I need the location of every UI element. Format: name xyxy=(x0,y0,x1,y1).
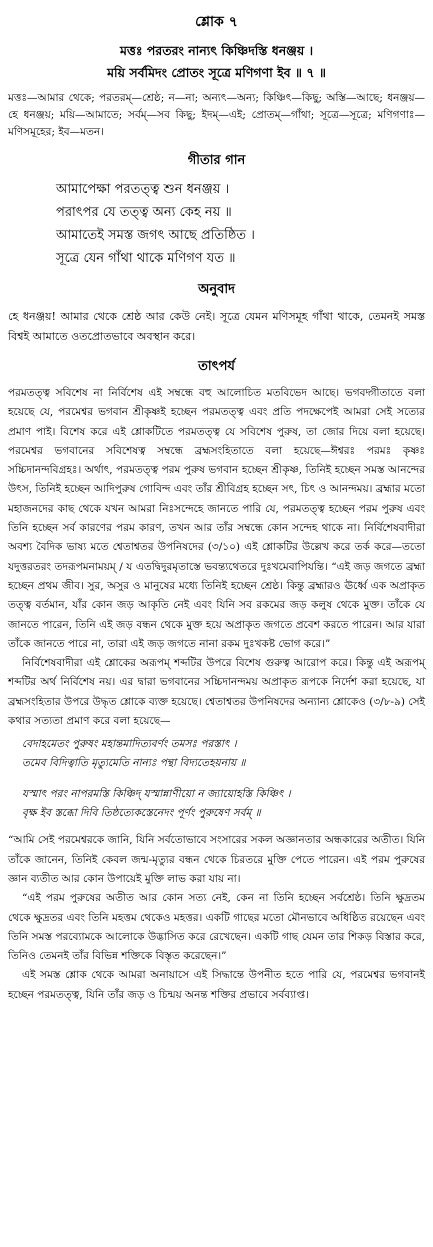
song-line: আমাপেক্ষা পরতত্ত্ব শুন ধনঞ্জয় । xyxy=(56,182,230,197)
quote-line: বেদাহমেতং পুরুষং মহান্তমাদিত্যবর্ণং তমসঃ পরস্তাৎ । xyxy=(22,738,237,751)
upanishad-quote xyxy=(8,735,425,773)
purport-paragraph: নির্বিশেষবাদীরা এই শ্লোকের অরূপম্ শব্দটির উপরে বিশেষ গুরুত্ব আরোপ করে। কিন্তু এই অরূপম্ শব্দটির অর্থ নির্বিশেষ নয়। এর দ্বারা ভগবানের সচ্চিদানন্দময় অপ্রাকৃত রূপকে নির্দেশ করা হয়েছে, যা ব্রহ্মসংহিতার উপরে উদ্ধৃত শ্লোকে ব্যক্ত হয়েছে। শ্বেতাশ্বতর উপনিষদের অন্যান্য শ্লোকেও (৩/৮-৯) সেই কথার সত্যতা প্রমাণ করে বলা হয়েছে— xyxy=(8,657,425,728)
purport-body xyxy=(8,384,425,1005)
song-lines xyxy=(8,178,425,270)
song-line: পরাৎপর যে তত্ত্ব অন্য কেহ নয় ॥ xyxy=(56,205,232,220)
upanishad-quote xyxy=(8,785,425,823)
translation-heading: অনুবাদ xyxy=(198,282,235,297)
song-line: সূত্রে যেন গাঁথা থাকে মণিগণ যত ॥ xyxy=(56,251,236,266)
purport-paragraph: “আমি সেই পরমেশ্বরকে জানি, যিনি সর্বতোভাবে সংসারের সকল অজ্ঞানতার অন্ধকারের অতীত। যিনি তাঁকে জানেন, তিনিই কেবল জন্ম-মৃত্যুর বন্ধন থেকে চিরতরে মুক্তি পেতে পারেন। এই পরম পুরুষের জ্ঞান ব্যতীত আর কোন উপায়েই মুক্তি লাভ করা যায় না। xyxy=(8,834,425,885)
quote-line: তমেব বিদিত্বাতি মৃত্যুমেতি নান্যঃ পন্থা বিদ্যতেহয়নায় ॥ xyxy=(22,757,246,770)
purport-heading: তাৎপর্য xyxy=(198,359,235,374)
song-line: আমাতেই সমস্ত জগৎ আছে প্রতিষ্ঠিত । xyxy=(56,228,255,243)
sanskrit-verse xyxy=(8,40,425,84)
song-heading: গীতার গান xyxy=(187,153,246,168)
purport-paragraph: এই সমস্ত শ্লোক থেকে আমরা অনায়াসে এই সিদ্ধান্তে উপনীত হতে পারি যে, পরমেশ্বর ভগবানই হচ্ছেন পরমতত্ত্ব, যিনি তাঁর জড় ও চিন্ময় অনন্ত শক্তির প্রভাবে সর্বব্যাপ্ত। xyxy=(8,969,425,1001)
quote-line: বৃক্ষ ইব স্তব্ধো দিবি তিষ্ঠত্যেকস্তেনেদং পূর্ণং পুরুষেণ সর্বম্ ॥ xyxy=(22,807,261,820)
verse-number: শ্লোক ৭ xyxy=(195,14,238,30)
quote-line: যস্মাৎ পরং নাপরমস্তি কিঞ্চিদ্ যস্মান্নাণীয়ো ন জ্যায়োহস্তি কিঞ্চিৎ । xyxy=(22,788,291,801)
sanskrit-line: ময়ি সর্বমিদং প্রোতং সূত্রে মণিগণা ইব ॥ ৭ ॥ xyxy=(107,65,326,80)
purport-paragraph: পরমতত্ত্ব সবিশেষ না নির্বিশেষ এই সম্বন্ধে বহু আলোচিত মতবিভেদ আছে। ভগবদ্গীতাতে বলা হয়েছে যে, পরমেশ্বর ভগবান শ্রীকৃষ্ণই হচ্ছেন পরমতত্ত্ব এবং প্রতি পদক্ষেপেই আমরা সেই সত্যের প্রমাণ পাই। বিশেষ করে এই শ্লোকটিতে পরমতত্ত্ব যে সবিশেষ পুরুষ, তা জোর দিয়ে বলা হয়েছে। পরমেশ্বর ভগবানের সবিশেষত্ব সম্বন্ধে ব্রহ্মসংহিতাতে বলা হয়েছে—ঈশ্বরঃ পরমঃ কৃষ্ণঃ সচ্চিদানন্দবিগ্রহঃ। অর্থাৎ, পরমতত্ত্ব পরম পুরুষ ভগবান হচ্ছেন শ্রীকৃষ্ণ, তিনিই হচ্ছেন সমস্ত আনন্দের উৎস, তিনিই হচ্ছেন আদিপুরুষ গোবিন্দ এবং তাঁর শ্রীবিগ্রহ হচ্ছেন সৎ, চিৎ ও আনন্দময়। ব্রহ্মার মতো মহাজনদের কাছ থেকে যখন আমরা নিঃসন্দেহে জানতে পারি যে, পরমতত্ত্ব হচ্ছেন পরম পুরুষ এবং তিনি হচ্ছেন সর্ব কারণের পরম কারণ, তখন আর তাঁর সম্বন্ধে কোন সন্দেহ থাকে না। নির্বিশেষবাদীরা অবশ্য বৈদিক ভাষ্য মতে শ্বেতাশ্বতর উপনিষদের (৩/১০) এই শ্লোকটির উল্লেখ করে তর্ক করে—ততো যদুত্তরতরং তদরূপমনাময়ম্ / য এতদ্বিদুরমৃতাস্তে ভবন্ত্যথেতরে দুঃখমেবাপিযন্তি। “এই জড় জগতে ব্রহ্মা হচ্ছেন প্রথম জীব। সুর, অসুর ও মানুষের মধ্যে তিনিই হচ্ছেন শ্রেষ্ঠ। কিন্তু ব্রহ্মারও ঊর্ধ্বে এক অপ্রাকৃত তত্ত্ব বর্তমান, যাঁর কোন জড় আকৃতি নেই এবং যিনি সব রকমের জড় কলুষ থেকে মুক্ত। তাঁকে যে জানতে পারেন, তিনি এই জড় বন্ধন থেকে মুক্ত হয়ে অপ্রাকৃত জগতে প্রবেশ করতে পারেন। আর যারা তাঁকে জানতে পারে না, তারা এই জড় জগতে নানা রকম দুঃখকষ্ট ভোগ করে।” xyxy=(8,387,425,650)
translation-text: হে ধনঞ্জয়! আমার থেকে শ্রেষ্ঠ আর কেউ নেই। সূত্রে যেমন মণিসমূহ গাঁথা থাকে, তেমনই সমস্ত বিশ্বই আমাতে ওতপ্রোতভাবে অবস্থান করে। xyxy=(8,310,425,343)
sanskrit-line: মত্তঃ পরতরং নান্যৎ কিঞ্চিদস্তি ধনঞ্জয় । xyxy=(119,43,314,58)
purport-paragraph: “এই পরম পুরুষের অতীত আর কোন সত্য নেই, কেন না তিনি হচ্ছেন সর্বশ্রেষ্ঠ। তিনি ক্ষুদ্রতম থেকে ক্ষুদ্রতর এবং তিনি মহত্তম থেকেও মহত্তর। একটি গাছের মতো মৌনভাবে অধিষ্ঠিত রয়েছেন এবং তিনি সমস্ত পরব্যোমকে আলোকে উদ্ভাসিত করে রেখেছেন। একটি গাছ যেমন তার শিকড় বিস্তার করে, তিনিও তেমনই তাঁর বিভিন্ন শক্তিকে বিস্তৃত করেছেন।” xyxy=(8,892,425,963)
word-synonyms: মত্তঃ—আমার থেকে; পরতরম্—শ্রেষ্ঠ; ন—না; অন্যৎ—অন্য; কিঞ্চিৎ—কিছু; অস্তি—আছে; ধনঞ্জয়—হে ধনঞ্জয়; ময়ি—আমাতে; সর্বম্—সব কিছু; ইদম্—এই; প্রোতম্—গাঁথা; সূত্রে—সূত্রে; মণিগণাঃ—মণিসমূহের; ইব—মতন। xyxy=(8,92,425,138)
